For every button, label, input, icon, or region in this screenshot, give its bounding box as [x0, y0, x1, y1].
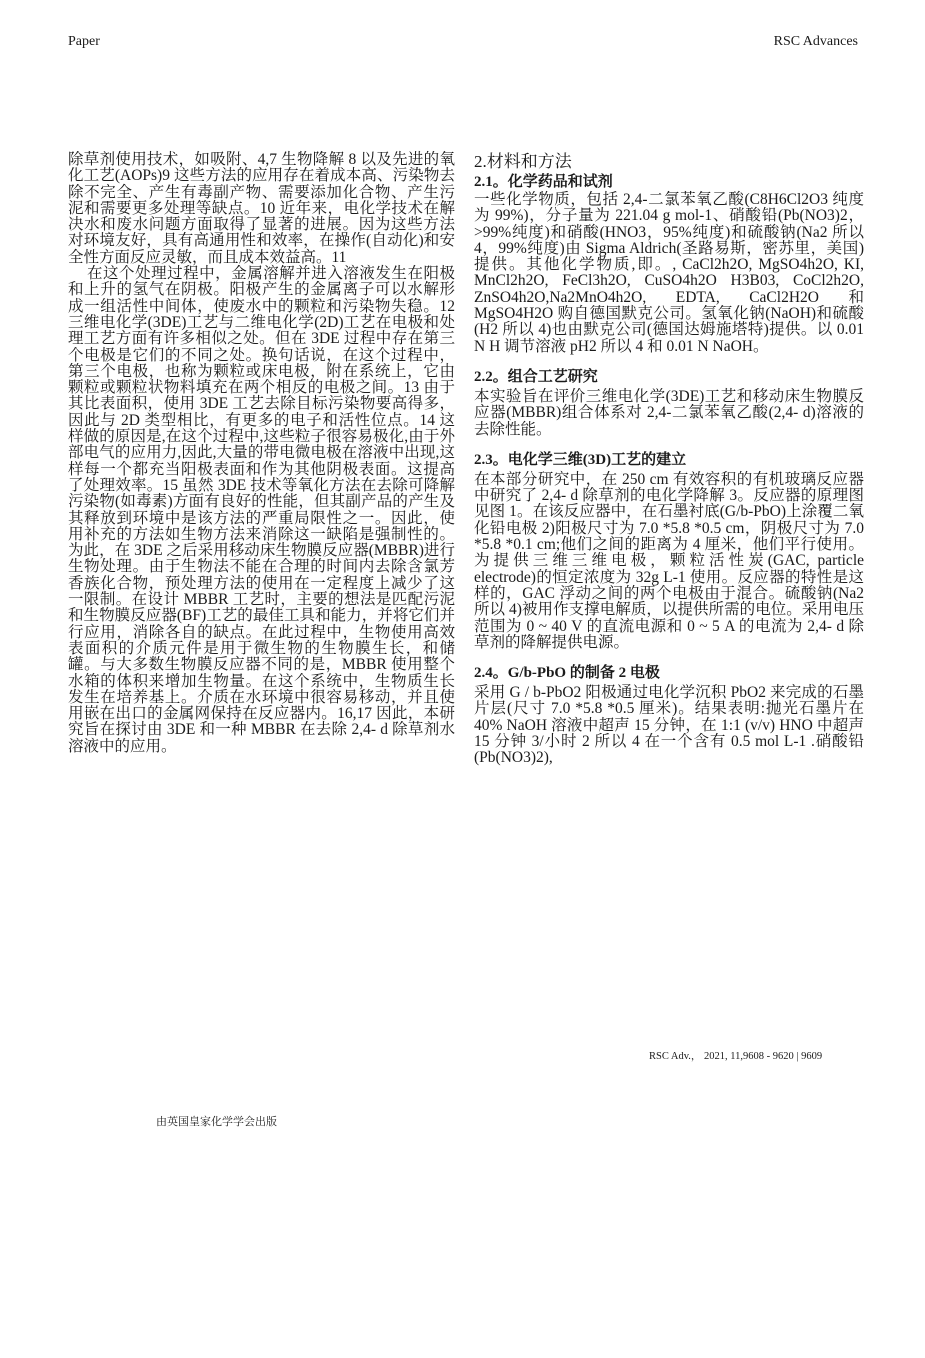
subsection-heading-2-1: 2.1。化学药品和试剂	[474, 174, 613, 190]
paragraph-intro-2: 在这个处理过程中，金属溶解并进入溶液发生在阳极和上升的氢气在阴极。阳极产生的金属离子可以水解形成一组活性中间体，使废水中的颗粒和污染物失稳。12 三维电化学(3DE)工艺与二维电化学(2D)工艺在电极和处理工艺方面有许多相似之处。但在 3DE 过程中存在第三个电极是它们的不同之处。换句话说，在这个过程中，第三个电极，也称为颗粒或床电极，附在系统上，它由颗粒或颗粒状物料填充在两个相反的电极之间。13 由于其比表面积，使用 3DE 工艺去除目标污染物要高得多，因此与 2D 类型相比，有更多的电子和活性位点。14 这样做的原因是,在这个过程中,这些粒子很容易极化,由于外部电气的应用力,因此,大量的带电微电极在溶液中出现,这样每一个都充当阳极表面和作为其他阴极表面。这提高了处理效率。15 虽然 3DE 技术等氧化方法在去除可降解污染物(如毒素)方面有良好的性能，但其副产品的产生及其释放到环境中是该方法的严重局限性之一。因此，使用补充的方法如生物方法来消除这一缺陷是强制性的。为此，在 3DE 之后采用移动床生物膜反应器(MBBR)进行生物处理。由于生物法不能在合理的时间内去除含氯芳香族化合物，预处理方法的使用在一定程度上减少了这一限制。在设计 MBBR 工艺时，主要的想法是匹配污泥和生物膜反应器(BF)工艺的最佳工具和能力，并将它们并行应用，消除各自的缺点。在此过程中，生物使用高效表面积的介质元件是用于微生物的生物膜生长，和储罐。与大多数生物膜反应器不同的是，MBBR 使用整个水箱的体积来增加生物量。在这个系统中，生物质生长发生在培养基上。介质在水环境中很容易移动，并且使用嵌在出口的金属网保持在反应器内。16,17 因此，本研究旨在探讨由 3DE 和一种 MBBR 在去除 2,4- d 除草剂水溶液中的应用。	[68, 265, 455, 755]
right-column	[474, 152, 864, 767]
subsection-body-2-3: 在本部分研究中，在 250 cm 有效容积的有机玻璃反应器中研究了 2,4- d 除草剂的电化学降解 3。反应器的原理图见图 1。在该反应器中，在石墨衬底(G/b-PbO)上涂覆二氧化铅电极 2)阳极尺寸为 7.0 *5.8 *0.5 cm，阴极尺寸为 7.0 *5.8 *0.1 cm;他们之间的距离为 4 厘米，他们平行使用。为提供三维三维电极，颗粒活性炭(GAC, particle electrode)的恒定浓度为 32g L-1 使用。反应器的特性是这样的，GAC 浮动之间的两个电极由于混合。硫酸钠(Na2 所以 4)被用作支撑电解质，以提供所需的电位。采用电压范围为 0 ~ 40 V 的直流电源和 0 ~ 5 A 的电流为 2,4- d 除草剂的降解提供电源。	[474, 470, 864, 651]
subsection-body-2-1: 一些化学物质，包括 2,4-二氯苯氧乙酸(C8H6Cl2O3 纯度为 99%)，分子量为 221.04 g mol-1、硝酸铅(Pb(NO3)2，>99%纯度)和硝酸(HNO3，95%纯度)和硫酸钠(Na2 所以 4，99%纯度)由 Sigma Aldrich(圣路易斯，密苏里，美国)提供。其他化学物质,即。, CaCl2h2O, MgSO4h2O, KI, MnCl2h2O, FeCl3h2O, CuSO4h2O H3B03, CoCl2h2O, ZnSO4h2O,Na2MnO4h2O, EDTA, CaCl2H2O 和 MgSO4H2O 购自德国默克公司。氢氧化钠(NaOH)和硫酸(H2 所以 4)也由默克公司(德国达姆施塔特)提供。以 0.01 N H 调节溶液 pH2 所以 4 和 0.01 N NaOH。	[474, 191, 864, 355]
footer-citation: RSC Adv.， 2021, 11,9608 - 9620 | 9609	[649, 1051, 823, 1062]
section-title: 2.材料和方法	[474, 152, 572, 171]
footer-publisher: 由英国皇家化学学会出版	[156, 1116, 277, 1128]
running-header-right: RSC Advances	[773, 34, 858, 49]
left-column	[68, 152, 455, 755]
subsection-body-2-4: 采用 G / b-PbO2 阳极通过电化学沉积 PbO2 来完成的石墨片层(尺寸 7.0 *5.8 *0.5 厘米)。结果表明:抛光石墨片在 40% NaOH 溶液中超声 15 分钟，在 1:1 (v/v) HNO 中超声 15 分钟 3/小时 2 所以 4 在一个含有 0.5 mol L-1 .硝酸铅(Pb(NO3)2),	[474, 684, 864, 767]
paragraph-intro-1: 除草剂使用技术，如吸附、4,7 生物降解 8 以及先进的氧化工艺(AOPs)9 这些方法的应用存在着成本高、污染物去除不完全、产生有毒副产物、需要添加化合物、产生污泥和需要更多处理等缺点。10 近年来，电化学技术在解决水和废水问题方面取得了显著的进展。因为这些方法对环境友好，具有高通用性和效率，在操作(自动化)和安全性方面反应灵敏，而且成本效益高。11	[68, 151, 455, 266]
subsection-heading-2-3: 2.3。电化学三维(3D)工艺的建立	[474, 451, 687, 468]
subsection-body-2-2: 本实验旨在评价三维电化学(3DE)工艺和移动床生物膜反应器(MBBR)组合体系对 2,4-二氯苯氧乙酸(2,4- d)溶液的去除性能。	[474, 387, 864, 438]
subsection-heading-2-4: 2.4。G/b-PbO 的制备 2 电极	[474, 665, 660, 682]
running-header-left: Paper	[68, 34, 100, 49]
subsection-heading-2-2: 2.2。组合工艺研究	[474, 368, 598, 385]
